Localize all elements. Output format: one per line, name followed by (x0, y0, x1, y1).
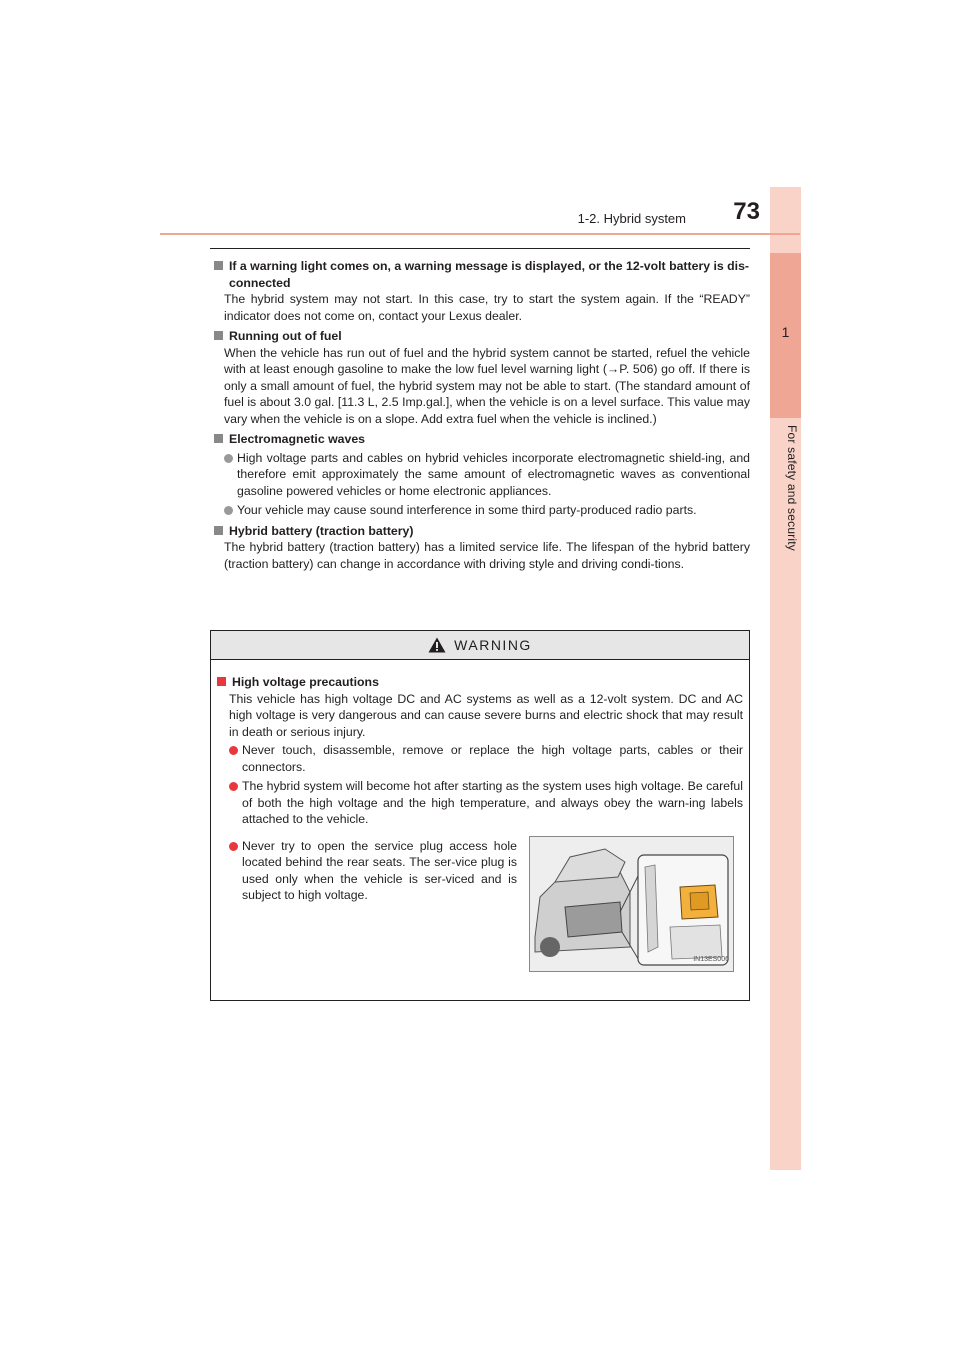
circle-bullet-icon (229, 746, 238, 755)
list-item: High voltage parts and cables on hybrid vehicles incorporate electromagnetic shield-ing, and therefore emit approximately the same amount of electromagnetic waves as conventional gasoline powered vehicles or home electronic appliances. (210, 450, 750, 500)
square-bullet-icon (214, 434, 223, 443)
warning-title: High voltage precautions (232, 675, 379, 689)
main-content (210, 258, 750, 576)
item-title: Running out of fuel (229, 329, 342, 343)
chapter-number: 1 (781, 324, 790, 340)
warning-heading: WARNING (454, 637, 532, 653)
circle-bullet-icon (224, 506, 233, 515)
image-code: IN13ES006 (693, 956, 729, 963)
warning-text: This vehicle has high voltage DC and AC systems as well as a 12-volt system. DC and AC high voltage is very dangerous and can cause severe burns and electric shock that may result in death or serious injury. (229, 691, 743, 739)
square-bullet-icon (214, 261, 223, 270)
list-item: Never touch, disassemble, remove or replace the high voltage parts, cables or their connectors. (217, 742, 743, 775)
item-body: When the vehicle has run out of fuel and the hybrid system cannot be started, refuel the vehicle with at least enough gasoline to make the low fuel level warning light (→P. 506) go off. If there is only a small amount of fuel, the hybrid system may not be able to start. (The standard amount of fuel is about 3.0 gal. [11.3 L, 2.5 Imp.gal.], when the vehicle is on a level surface. This value may vary when the vehicle is on a slope. Add extra fuel when the vehicle is inclined.) (224, 345, 750, 426)
item-running-out-of-fuel (210, 328, 750, 427)
item-title: Electromagnetic waves (229, 432, 366, 446)
warning-last-row (217, 836, 743, 972)
warning-box (210, 630, 750, 1001)
page-number: 73 (733, 198, 760, 225)
item-body: The hybrid system may not start. In this case, try to start the system again. If the “READY” indicator does not come on, contact your Lexus dealer. (224, 292, 750, 323)
header-rule (160, 233, 800, 235)
item-hybrid-battery (210, 523, 750, 573)
item-electromagnetic-waves (210, 431, 750, 519)
item-warning-light (210, 258, 750, 324)
square-bullet-icon (214, 526, 223, 535)
item-body: The hybrid battery (traction battery) has a limited service life. The lifespan of the hybrid battery (traction battery) can change in accordance with driving style and driving condi-tions. (224, 540, 750, 571)
section-title: 1-2. Hybrid system (577, 211, 686, 226)
service-plug-illustration (529, 836, 734, 972)
square-bullet-icon (217, 677, 226, 686)
list-item: The hybrid system will become hot after starting as the system uses high voltage. Be careful of both the high voltage and the high temperature, and always obey the warn-ing labels attached to the vehicle. (217, 778, 743, 828)
item-title: If a warning light comes on, a warning message is displayed, or the 12-volt battery is dis-connected (229, 259, 750, 290)
circle-bullet-icon (229, 782, 238, 791)
warning-triangle-icon (428, 637, 446, 653)
square-bullet-icon (214, 331, 223, 340)
item-title: Hybrid battery (traction battery) (229, 523, 414, 538)
trunk-illustration-icon (530, 837, 733, 971)
list-item: Never try to open the service plug access hole located behind the rear seats. The ser-vice plug is used only when the vehicle is ser-viced and is subject to high voltage. (217, 838, 517, 969)
circle-bullet-icon (224, 454, 233, 463)
list-item: Your vehicle may cause sound interference in some third party-produced radio parts. (210, 502, 750, 519)
warning-body (211, 660, 749, 972)
chapter-title: For safety and security (785, 425, 799, 551)
circle-bullet-icon (229, 842, 238, 851)
warning-header (211, 631, 749, 660)
content-rule (210, 248, 750, 249)
